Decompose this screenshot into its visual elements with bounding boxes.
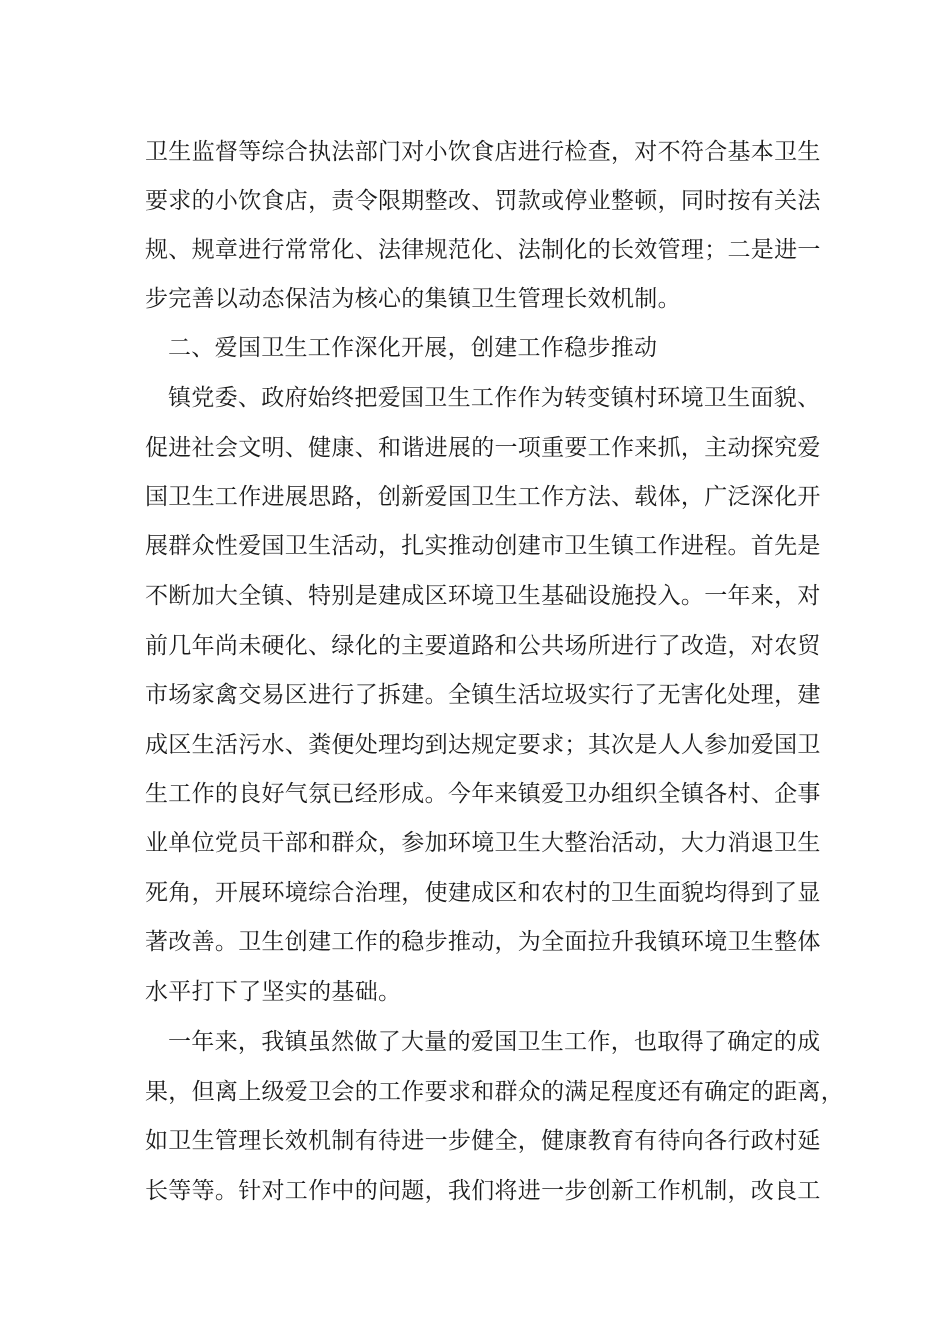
text-line: 镇党委、政府始终把爱国卫生工作作为转变镇村环境卫生面貌、 (168, 385, 821, 411)
text-line: 卫生监督等综合执法部门对小饮食店进行检查，对不符合基本卫生 (145, 139, 821, 165)
text-line: 果，但离上级爱卫会的工作要求和群众的满足程度还有确定的距离， (145, 1079, 844, 1105)
text-line: 不断加大全镇、特别是建成区环境卫生基础设施投入。一年来，对 (145, 583, 821, 609)
text-line: 前几年尚未硬化、绿化的主要道路和公共场所进行了改造，对农贸 (145, 633, 821, 659)
text-line: 促进社会文明、健康、和谐进展的一项重要工作来抓，主动探究爱 (145, 435, 821, 461)
text-line: 生工作的良好气氛已经形成。今年来镇爱卫办组织全镇各村、企事 (145, 781, 821, 807)
text-line: 要求的小饮食店，责令限期整改、罚款或停业整顿，同时按有关法 (145, 188, 821, 214)
text-line: 如卫生管理长效机制有待进一步健全，健康教育有待向各行政村延 (145, 1128, 821, 1154)
text-line: 业单位党员干部和群众，参加环境卫生大整治活动，大力消退卫生 (145, 830, 821, 856)
text-line: 一年来，我镇虽然做了大量的爱国卫生工作，也取得了确定的成 (168, 1029, 821, 1055)
text-line: 展群众性爱国卫生活动，扎实推动创建市卫生镇工作进程。首先是 (145, 533, 821, 559)
text-line: 规、规章进行常常化、法律规范化、法制化的长效管理；二是进一 (145, 237, 821, 263)
text-line: 成区生活污水、粪便处理均到达规定要求；其次是人人参加爱国卫 (145, 732, 821, 758)
text-line: 步完善以动态保洁为核心的集镇卫生管理长效机制。 (145, 286, 681, 312)
text-line: 国卫生工作进展思路，创新爱国卫生工作方法、载体，广泛深化开 (145, 484, 821, 510)
text-line: 长等等。针对工作中的问题，我们将进一步创新工作机制，改良工 (145, 1178, 821, 1204)
text-line: 市场家禽交易区进行了拆建。全镇生活垃圾实行了无害化处理，建 (145, 682, 821, 708)
section-heading: 二、爱国卫生工作深化开展，创建工作稳步推动 (168, 335, 658, 361)
text-line: 著改善。卫生创建工作的稳步推动，为全面拉升我镇环境卫生整体 (145, 929, 821, 955)
text-line: 水平打下了坚实的基础。 (145, 979, 402, 1005)
text-line: 死角，开展环境综合治理，使建成区和农村的卫生面貌均得到了显 (145, 880, 821, 906)
